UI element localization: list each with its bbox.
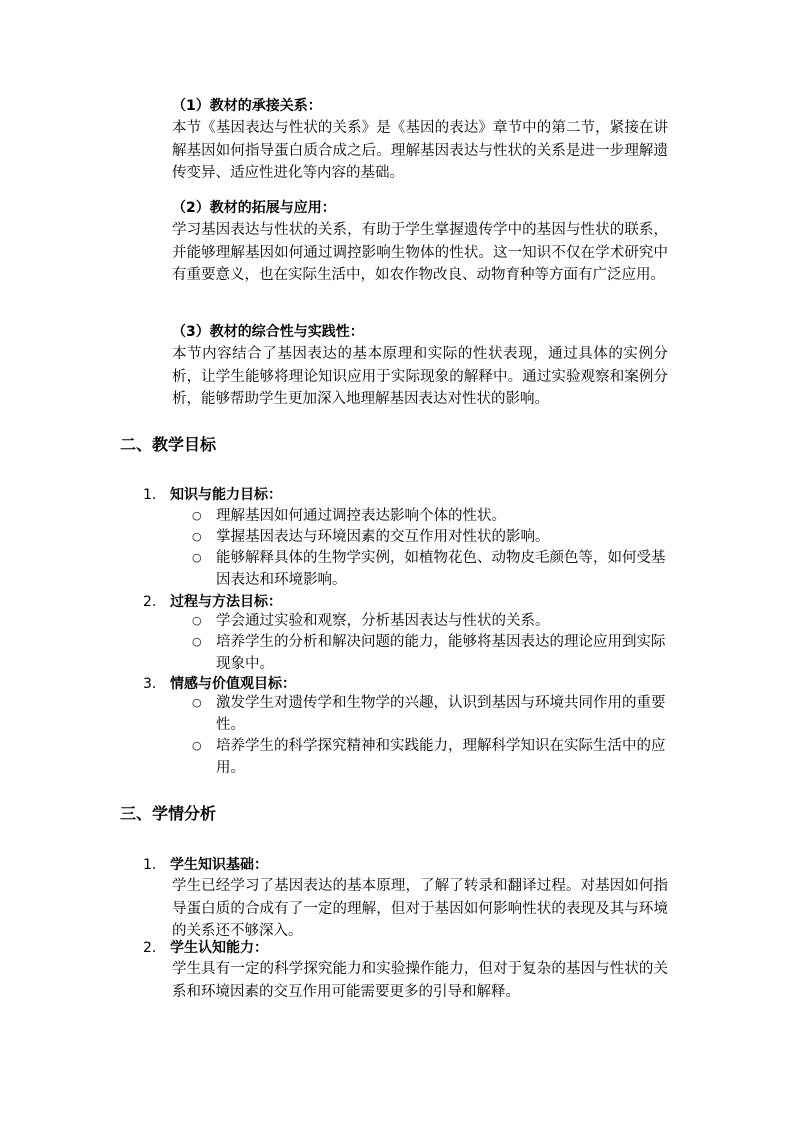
goal-item-process <box>143 592 282 612</box>
circle-bullet-icon: ○ <box>192 739 202 752</box>
connection-heading: （1）教材的承接关系： <box>172 98 322 114</box>
goal-label: 知识与能力目标： <box>170 487 282 503</box>
list-item-text: 理解基因如何通过调控表达影响个体的性状。 <box>216 508 506 524</box>
list-number: 2. <box>143 940 157 956</box>
list-item <box>192 526 667 548</box>
connection-paragraph: 本节《基因表达与性状的关系》是《基因的表达》章节中的第二节，紧接在讲解基因如何指导蛋白质合成之后。理解基因表达与性状的关系是进一步理解遗传变异、适应性进化等内容的基础。 <box>172 120 668 181</box>
list-number: 3. <box>143 676 157 692</box>
list-item <box>192 505 667 527</box>
goal-item-emotion <box>143 674 296 694</box>
list-item-text: 培养学生的分析和解决问题的能力，能够将基因表达的理论应用到实际现象中。 <box>216 634 666 672</box>
goal-label: 情感与价值观目标： <box>170 676 296 692</box>
list-item <box>192 631 667 675</box>
analysis-item-knowledge <box>143 855 268 875</box>
practice-paragraph: 本节内容结合了基因表达的基本原理和实际的性状表现，通过具体的实例分析，让学生能够将理论知识应用于实际现象的解释中。通过实验观察和案例分析，能够帮助学生更加深入地理解基因表达对性状的影响。 <box>172 346 668 407</box>
list-number: 1. <box>143 857 157 873</box>
circle-bullet-icon: ○ <box>192 696 202 709</box>
list-item-text: 学会通过实验和观察，分析基因表达与性状的关系。 <box>216 613 550 629</box>
list-item-text: 掌握基因表达与环境因素的交互作用对性状的影响。 <box>216 529 550 545</box>
list-number: 2. <box>143 594 157 610</box>
circle-bullet-icon: ○ <box>192 614 202 627</box>
analysis-paragraph-cognition: 学生具有一定的科学探究能力和实验操作能力，但对于复杂的基因与性状的关系和环境因素的交互作用可能需要更多的引导和解释。 <box>172 961 668 1000</box>
list-item-text: 能够解释具体的生物学实例，如植物花色、动物皮毛颜色等，如何受基因表达和环境影响。 <box>216 550 666 588</box>
goal-item-knowledge <box>143 485 282 505</box>
list-item <box>192 692 667 736</box>
list-number: 1. <box>143 487 157 503</box>
circle-bullet-icon: ○ <box>192 509 202 522</box>
analysis-label: 学生知识基础： <box>170 857 268 873</box>
list-item-text: 激发学生对遗传学和生物学的兴趣，认识到基因与环境共同作用的重要性。 <box>216 695 666 733</box>
extension-paragraph: 学习基因表达与性状的关系，有助于学生掌握遗传学中的基因与性状的联系，并能够理解基因如何通过调控影响生物体的性状。这一知识不仅在学术研究中有重要意义，也在实际生活中，如农作物改良、动物育种等方面有广泛应用。 <box>172 222 668 283</box>
analysis-item-cognition <box>143 938 268 958</box>
list-item <box>192 547 667 591</box>
section-title-goals: 二、教学目标 <box>120 435 217 454</box>
analysis-paragraph-knowledge: 学生已经学习了基因表达的基本原理，了解了转录和翻译过程。对基因如何指导蛋白质的合成有了一定的理解，但对于基因如何影响性状的表现及其与环境的关系还不够深入。 <box>172 878 668 939</box>
circle-bullet-icon: ○ <box>192 530 202 543</box>
circle-bullet-icon: ○ <box>192 551 202 564</box>
list-item <box>192 610 667 632</box>
goal-label: 过程与方法目标： <box>170 594 282 610</box>
extension-heading: （2）教材的拓展与应用： <box>172 200 336 216</box>
circle-bullet-icon: ○ <box>192 635 202 648</box>
analysis-label: 学生认知能力： <box>170 940 268 956</box>
list-item <box>192 735 667 779</box>
practice-heading: （3）教材的综合性与实践性： <box>172 324 364 340</box>
list-item-text: 培养学生的科学探究精神和实践能力，理解科学知识在实际生活中的应用。 <box>216 738 666 776</box>
section-title-analysis: 三、学情分析 <box>120 804 217 823</box>
